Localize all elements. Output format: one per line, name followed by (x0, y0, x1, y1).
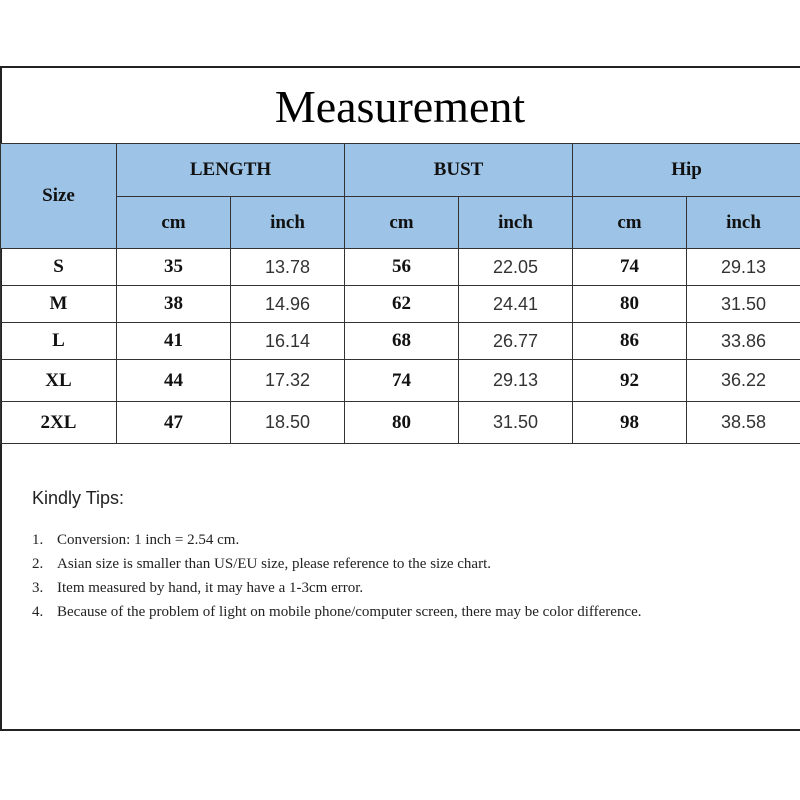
bust-cm-cell: 80 (345, 402, 459, 444)
list-item (32, 601, 669, 624)
header-row-units (1, 197, 800, 249)
tip-number: 3. (32, 580, 44, 596)
table-row (1, 286, 800, 323)
table-row (1, 323, 800, 360)
list-item (32, 529, 772, 552)
hip-inch-cell: 36.22 (687, 360, 800, 402)
tip-text: Item measured by hand, it may have a 1-3cm error. (57, 580, 364, 596)
tip-text: Conversion: 1 inch = 2.54 cm. (57, 532, 240, 548)
size-header: Size (1, 144, 117, 249)
bust-inch-cell: 26.77 (459, 323, 573, 360)
bust-inch-cell: 24.41 (459, 286, 573, 323)
bust-inch-cell: 22.05 (459, 249, 573, 286)
size-cell: L (1, 323, 117, 360)
bust-inch-cell: 29.13 (459, 360, 573, 402)
unit-header: inch (687, 197, 800, 249)
length-cm-cell: 35 (117, 249, 231, 286)
hip-cm-cell: 98 (573, 402, 687, 444)
length-cm-cell: 41 (117, 323, 231, 360)
header-row-groups (1, 144, 800, 197)
bust-cm-cell: 74 (345, 360, 459, 402)
tips-list (32, 529, 772, 624)
tip-text: Because of the problem of light on mobile phone/computer screen, there may be color difference. (57, 604, 642, 620)
unit-header: inch (231, 197, 345, 249)
length-inch-cell: 14.96 (231, 286, 345, 323)
table-row (1, 402, 800, 444)
size-cell: M (1, 286, 117, 323)
unit-header: cm (573, 197, 687, 249)
tip-number: 1. (32, 532, 44, 548)
tip-number: 4. (32, 604, 44, 620)
hip-group-header: Hip (573, 144, 800, 197)
length-inch-cell: 18.50 (231, 402, 345, 444)
bust-cm-cell: 62 (345, 286, 459, 323)
unit-header: inch (459, 197, 573, 249)
hip-inch-cell: 38.58 (687, 402, 800, 444)
size-cell: 2XL (1, 402, 117, 444)
size-table (0, 143, 800, 444)
tip-number: 2. (32, 556, 44, 572)
hip-inch-cell: 33.86 (687, 323, 800, 360)
bust-group-header: BUST (345, 144, 573, 197)
unit-header: cm (117, 197, 231, 249)
size-cell: S (1, 249, 117, 286)
hip-inch-cell: 29.13 (687, 249, 800, 286)
hip-inch-cell: 31.50 (687, 286, 800, 323)
tip-text: Asian size is smaller than US/EU size, please reference to the size chart. (57, 556, 491, 572)
length-inch-cell: 17.32 (231, 360, 345, 402)
bust-cm-cell: 56 (345, 249, 459, 286)
hip-cm-cell: 80 (573, 286, 687, 323)
page-title: Measurement (274, 81, 526, 132)
length-inch-cell: 13.78 (231, 249, 345, 286)
length-inch-cell: 16.14 (231, 323, 345, 360)
bust-inch-cell: 31.50 (459, 402, 573, 444)
hip-cm-cell: 86 (573, 323, 687, 360)
unit-header: cm (345, 197, 459, 249)
list-item (32, 553, 772, 576)
table-row (1, 360, 800, 402)
hip-cm-cell: 74 (573, 249, 687, 286)
length-cm-cell: 44 (117, 360, 231, 402)
tips-title: Kindly Tips: (32, 488, 125, 508)
length-cm-cell: 38 (117, 286, 231, 323)
table-row (1, 249, 800, 286)
hip-cm-cell: 92 (573, 360, 687, 402)
length-group-header: LENGTH (117, 144, 345, 197)
size-cell: XL (1, 360, 117, 402)
tips-section (32, 488, 772, 625)
list-item (32, 577, 772, 600)
bust-cm-cell: 68 (345, 323, 459, 360)
length-cm-cell: 47 (117, 402, 231, 444)
